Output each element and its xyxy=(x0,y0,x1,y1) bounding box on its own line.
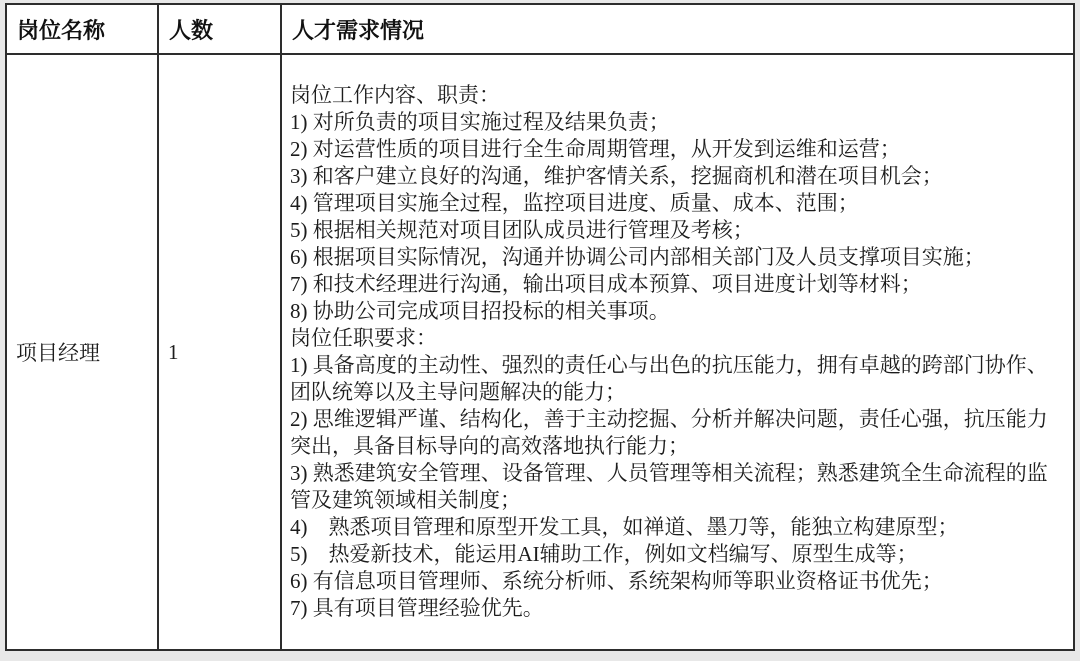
talent-demand-cell xyxy=(281,54,1074,650)
header-row xyxy=(6,4,1074,54)
header-position-name: 岗位名称 xyxy=(6,4,158,54)
demand-section-heading: 岗位工作内容、职责： xyxy=(290,83,500,107)
table-row xyxy=(6,54,1074,650)
demand-item: 7) 具有项目管理经验优先。 xyxy=(290,596,544,620)
demand-item: 2) 对运营性质的项目进行全生命周期管理，从开发到运维和运营； xyxy=(290,137,901,161)
demand-item: 6) 根据项目实际情况，沟通并协调公司内部相关部门及人员支撑项目实施； xyxy=(290,245,985,269)
demand-item: 5) 根据相关规范对项目团队成员进行管理及考核； xyxy=(290,218,754,242)
demand-item: 8) 协助公司完成项目招投标的相关事项。 xyxy=(290,299,670,323)
job-requirements-table xyxy=(5,3,1075,651)
demand-item: 3) 和客户建立良好的沟通，维护客情关系，挖掘商机和潜在项目机会； xyxy=(290,164,943,188)
headcount-cell: 1 xyxy=(158,54,281,650)
header-talent-demand: 人才需求情况 xyxy=(281,4,1074,54)
demand-item: 2) 思维逻辑严谨、结构化，善于主动挖掘、分析并解决问题，责任心强，抗压能力突出，具备目标导向的高效落地执行能力； xyxy=(290,407,1048,458)
header-headcount: 人数 xyxy=(158,4,281,54)
demand-item: 5) 热爱新技术，能运用AI辅助工作，例如文档编写、原型生成等； xyxy=(290,542,918,566)
demand-section-heading: 岗位任职要求： xyxy=(290,326,437,350)
position-name-cell: 项目经理 xyxy=(6,54,158,650)
demand-item: 3) 熟悉建筑安全管理、设备管理、人员管理等相关流程；熟悉建筑全生命流程的监管及建筑领域相关制度； xyxy=(290,461,1048,512)
talent-demand-content xyxy=(290,82,1065,622)
demand-item: 1) 具备高度的主动性、强烈的责任心与出色的抗压能力，拥有卓越的跨部门协作、团队统筹以及主导问题解决的能力； xyxy=(290,353,1048,404)
demand-item: 6) 有信息项目管理师、系统分析师、系统架构师等职业资格证书优先； xyxy=(290,569,943,593)
demand-item: 7) 和技术经理进行沟通，输出项目成本预算、项目进度计划等材料； xyxy=(290,272,922,296)
demand-item: 4) 管理项目实施全过程，监控项目进度、质量、成本、范围； xyxy=(290,191,859,215)
demand-item: 4) 熟悉项目管理和原型开发工具，如禅道、墨刀等，能独立构建原型； xyxy=(290,515,959,539)
demand-item: 1) 对所负责的项目实施过程及结果负责； xyxy=(290,110,670,134)
